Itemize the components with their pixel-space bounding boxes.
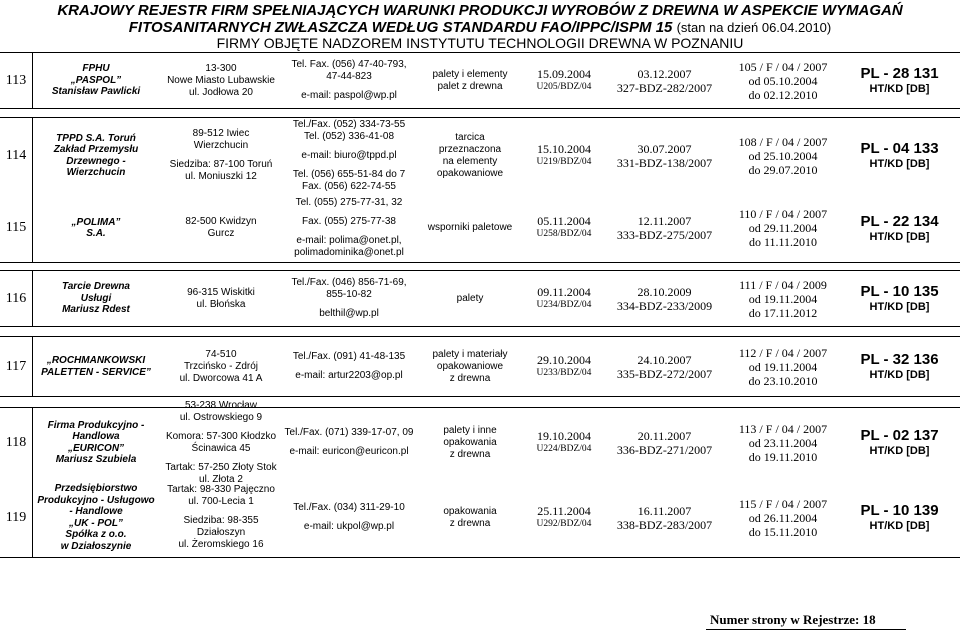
bdz-number-text: 338-BDZ-283/2007 (616, 517, 713, 532)
firm-address-text-line: Ścinawica 45 (191, 442, 251, 454)
firm-contact-text-line (293, 143, 405, 150)
products (414, 478, 526, 557)
firm-address-text-line: Tartak: 57-250 Złoty Stok (165, 461, 277, 473)
products (414, 194, 526, 262)
column-border (32, 407, 33, 557)
firm-contact-text-line: Tel. (056) 655-51-84 do 7 (292, 168, 406, 180)
firm-name-text-line: Tarcie Drewna (62, 281, 130, 293)
products-text-line: palety (456, 292, 484, 304)
row-separator (0, 108, 960, 109)
firm-address-text-line: ul. Dworcowa 41 A (179, 372, 263, 384)
firm-address-text-line: ul. Złota 2 (199, 473, 243, 485)
row-separator (0, 557, 960, 558)
firm-name-text-line: Handlowa (72, 431, 120, 442)
products-text-line: palety i materiały (432, 348, 508, 360)
products (414, 337, 526, 396)
firm-contact-text-line: e-mail: ukpol@wp.pl (303, 521, 395, 532)
bdz-number-text: 334-BDZ-233/2009 (616, 298, 713, 313)
firm-name-text-line: S.A. (86, 228, 106, 239)
firm-address (158, 478, 284, 557)
products (414, 118, 526, 193)
audit-date-text: 19.10.2004 (536, 428, 591, 443)
pl-code-text: PL - 04 133 (860, 140, 939, 157)
firm-address-text-line (165, 455, 276, 462)
products (414, 271, 526, 326)
firm-contact-text (293, 351, 405, 382)
firm-contact (284, 337, 414, 396)
treatment-code: HT/KD [DB] (869, 83, 930, 95)
firm-contact-text (293, 502, 405, 533)
products-text (443, 506, 496, 530)
firm-contact-text-line: e-mail: polima@onet.pl, (296, 235, 402, 246)
audit-code-text: U219/BDZ/04 (536, 156, 592, 167)
row-number (0, 337, 32, 396)
audit-code-text: U292/BDZ/04 (536, 518, 592, 529)
certificate-number: 113 / F / 04 / 2007 (738, 421, 828, 436)
row-number-text: 118 (5, 434, 27, 450)
audit-date-text: 09.11.2004 (537, 284, 591, 299)
valid-to: do 11.11.2010 (748, 235, 818, 249)
firm-contact (284, 53, 414, 108)
firm-contact-text-line: Fax. (055) 275-77-38 (302, 216, 396, 227)
firm-name-text-line: Przedsiębiorstwo (54, 483, 138, 494)
footer-label: Numer strony w Rejestrze: (710, 612, 860, 627)
firm-contact-text-line: Fax. (056) 622-74-55 (302, 180, 396, 192)
bdz-date-text: 28.10.2009 (637, 284, 692, 299)
products-text (443, 425, 496, 461)
row-number-text: 113 (5, 72, 27, 88)
firm-contact-text (293, 119, 405, 193)
products-text (437, 132, 503, 180)
firm-address-text-line (167, 508, 275, 515)
firm-name-text (54, 133, 138, 179)
pl-code-text: PL - 10 139 (860, 502, 939, 519)
firm-name (34, 408, 158, 477)
valid-to: do 19.11.2010 (748, 449, 818, 464)
firm-address (158, 194, 284, 262)
firm-name-text (37, 483, 154, 552)
firm-name-text-line: Wierzchucin (66, 167, 126, 178)
products-text-line: wsporniki paletowe (427, 222, 513, 233)
valid-from: od 29.11.2004 (748, 221, 818, 235)
firm-name (34, 194, 158, 262)
products-text (432, 69, 507, 93)
bdz-decision (602, 271, 727, 326)
audit-date-text: 15.09.2004 (536, 66, 591, 81)
firm-name-text-line: „EURICON” (67, 442, 125, 454)
firm-contact-text-line: Tel. (052) 336-41-08 (303, 130, 395, 142)
bdz-number-text: 333-BDZ-275/2007 (616, 228, 713, 242)
pl-code-text: PL - 32 136 (860, 351, 939, 368)
column-border (32, 270, 33, 326)
firm-address-text-line: 53-238 Wrocław (184, 399, 258, 411)
bdz-number-text: 336-BDZ-271/2007 (616, 442, 713, 457)
bdz-decision (602, 194, 727, 262)
title-line-2-text: FITOSANITARNYCH ZWŁASZCZA WEDŁUG STANDARDU FAO/IPPC/ISPM 15 (128, 19, 673, 36)
title-line-2 (0, 19, 960, 36)
valid-from: od 26.11.2004 (748, 510, 818, 525)
firm-contact-text-line (293, 162, 405, 169)
firm-contact-text-line: Tel. (055) 275-77-31, 32 (295, 197, 403, 208)
valid-from: od 05.10.2004 (748, 73, 818, 88)
firm-name-text (62, 281, 130, 316)
pl-code (839, 478, 960, 557)
firm-name (34, 53, 158, 108)
firm-contact-text (285, 427, 414, 458)
row-separator (0, 326, 960, 327)
pl-code (839, 194, 960, 262)
firm-name-text-line: Stanisław Pawlicki (51, 86, 141, 98)
products-text-line: palety i inne (443, 424, 497, 436)
firm-address-text-line: Gurcz (207, 228, 235, 239)
firm-name-text-line: Zakład Przemysłu (53, 144, 139, 155)
certificate-number: 115 / F / 04 / 2007 (738, 496, 828, 511)
firm-name (34, 478, 158, 557)
certificate (727, 53, 839, 108)
firm-name-text-line: Mariusz Szubiela (55, 454, 137, 465)
firm-name-text-line: PALETTEN - SERVICE” (41, 366, 151, 378)
firm-contact-text-line (285, 439, 414, 446)
page-footer (710, 612, 876, 628)
firm-address-text (165, 400, 276, 486)
firm-address-text-line: ul. 700-Lecia 1 (188, 496, 254, 507)
pl-code-text: PL - 02 137 (860, 427, 939, 444)
footer-page-number: 18 (862, 612, 876, 627)
products-text (432, 349, 507, 385)
products-text-line: opakowaniowe (436, 360, 504, 372)
firm-contact-text-line: polimadominika@onet.pl (294, 247, 404, 258)
certificate (727, 408, 839, 477)
firm-address-text (167, 484, 275, 551)
title-line-1: KRAJOWY REJESTR FIRM SPEŁNIAJĄCYCH WARUNKI PRODUKCJI WYROBÓW Z DREWNA W ASPEKCIE WYMAGAŃ (57, 2, 903, 19)
bdz-number-text: 327-BDZ-282/2007 (616, 80, 713, 95)
firm-name-text-line: Spółka z o.o. (65, 529, 127, 540)
firm-address-text-line (165, 424, 276, 431)
products-text-line: przeznaczona (438, 143, 502, 155)
firm-name-text-line: - Handlowe (69, 506, 123, 517)
firm-contact-text-line: Tel./Fax. (046) 856-71-69, (291, 277, 407, 288)
firm-contact-text-line: e-mail: euricon@euricon.pl (289, 446, 409, 457)
column-border (32, 117, 33, 262)
bdz-date-text: 20.11.2007 (637, 428, 692, 443)
firm-name (34, 271, 158, 326)
audit-date-text: 29.10.2004 (536, 352, 591, 367)
bdz-date-text: 24.10.2007 (637, 352, 692, 367)
firm-name-text-line: Produkcyjno - Usługowo (37, 494, 155, 506)
bdz-decision (602, 478, 727, 557)
firm-contact (284, 271, 414, 326)
pl-code-text: PL - 28 131 (860, 65, 939, 82)
firm-name-text (72, 217, 121, 240)
bdz-decision (602, 337, 727, 396)
firm-name-text-line: „PASPOL” (70, 74, 122, 86)
row-number (0, 194, 32, 262)
firm-contact (284, 408, 414, 477)
column-border (32, 52, 33, 108)
pl-code (839, 118, 960, 193)
firm-contact-text-line: e-mail: paspol@wp.pl (301, 90, 397, 101)
treatment-code: HT/KD [DB] (869, 230, 930, 243)
bdz-date-text: 03.12.2007 (637, 66, 692, 81)
audit-code-text: U224/BDZ/04 (536, 443, 592, 454)
valid-from: od 19.11.2004 (748, 359, 818, 374)
audit-date (526, 194, 602, 262)
pl-code (839, 271, 960, 326)
certificate (727, 118, 839, 193)
products-text-line: tarcica (455, 131, 485, 143)
firm-name-text-line: w Działoszynie (60, 540, 132, 552)
bdz-decision (602, 118, 727, 193)
firm-contact-text (291, 277, 406, 320)
treatment-code: HT/KD [DB] (869, 158, 930, 170)
firm-name-text (52, 63, 140, 98)
treatment-code: HT/KD [DB] (869, 301, 930, 313)
firm-contact (284, 478, 414, 557)
certificate (727, 194, 839, 262)
pl-code-text: PL - 10 135 (860, 283, 939, 300)
firm-address-text-line: ul. Ostrowskiego 9 (179, 411, 263, 423)
firm-contact-text-line (293, 514, 405, 521)
firm-name (34, 337, 158, 396)
firm-name-text (48, 420, 145, 466)
firm-contact-text (291, 59, 406, 102)
audit-date (526, 271, 602, 326)
row-number-text: 117 (5, 358, 27, 374)
row-separator (0, 396, 960, 397)
valid-from: od 23.11.2004 (748, 435, 818, 450)
products (414, 408, 526, 477)
audit-date (526, 118, 602, 193)
firm-address-text-line: ul. Błońska (196, 298, 246, 310)
bdz-date-text: 12.11.2007 (637, 214, 692, 228)
firm-address (158, 53, 284, 108)
firm-contact-text-line: e-mail: artur2203@op.pl (295, 370, 403, 381)
firm-address (158, 399, 284, 485)
bdz-number-text: 335-BDZ-272/2007 (616, 366, 713, 381)
row-number (0, 53, 32, 108)
firm-contact-text-line: e-mail: biuro@tppd.pl (301, 149, 397, 161)
firm-address-text-line: Nowe Miasto Lubawskie (167, 74, 275, 86)
pl-code (839, 337, 960, 396)
products-text-line: palety i elementy (432, 68, 508, 80)
valid-to: do 17.11.2012 (748, 305, 818, 320)
valid-to: do 02.12.2010 (748, 87, 818, 102)
valid-from: od 25.10.2004 (748, 148, 818, 163)
firm-address-text (185, 216, 256, 240)
row-number-text: 115 (5, 220, 27, 235)
firm-address-text-line: Wierzchucin (193, 140, 249, 151)
treatment-code: HT/KD [DB] (869, 520, 930, 532)
audit-date-text: 15.10.2004 (536, 141, 591, 156)
audit-date (526, 478, 602, 557)
firm-name-text-line: Usługi (80, 292, 112, 304)
row-number (0, 478, 32, 557)
certificate-number: 112 / F / 04 / 2007 (738, 345, 828, 360)
column-border (32, 336, 33, 396)
title-line-3: FIRMY OBJĘTE NADZOREM INSTYTUTU TECHNOLOGII DREWNA W POZNANIU (216, 35, 744, 51)
firm-address-text-line: Siedziba: 98-355 (183, 515, 259, 526)
firm-contact-text-line: Tel./Fax. (034) 311-29-10 (293, 502, 405, 513)
firm-contact-text (294, 197, 404, 259)
certificate-number: 105 / F / 04 / 2007 (738, 59, 828, 74)
bdz-date-text: 30.07.2007 (637, 141, 692, 156)
firm-contact-text-line (291, 83, 406, 90)
audit-code-text: U233/BDZ/04 (536, 367, 592, 378)
firm-contact-text-line (294, 228, 404, 235)
firm-name-text-line: „POLIMA” (71, 216, 121, 228)
firm-name-text-line: Mariusz Rdest (62, 304, 130, 316)
certificate (727, 478, 839, 557)
firm-address-text-line: Działoszyn (196, 527, 246, 538)
status-date: (stan na dzień 06.04.2010) (676, 20, 832, 35)
firm-address-text-line: 89-512 Iwiec (192, 128, 250, 139)
firm-contact (284, 118, 414, 193)
audit-code-text: U258/BDZ/04 (536, 229, 592, 239)
products-text-line: opakowaniowe (436, 167, 504, 179)
treatment-code: HT/KD [DB] (869, 445, 930, 457)
row-number (0, 408, 32, 477)
certificate-number: 110 / F / 04 / 2007 (738, 207, 828, 221)
bdz-decision (602, 53, 727, 108)
valid-to: do 29.07.2010 (748, 162, 818, 177)
products-text (428, 222, 513, 234)
pl-code (839, 53, 960, 108)
audit-code-text: U234/BDZ/04 (536, 299, 592, 310)
firm-address-text-line: 82-500 Kwidzyn (185, 216, 257, 227)
firm-name-text-line: TPPD S.A. Toruń (56, 132, 136, 144)
products-text-line: opakowania (443, 505, 497, 517)
pl-code-text: PL - 22 134 (860, 212, 939, 230)
firm-contact-text-line (294, 209, 404, 216)
products-text-line: z drewna (449, 372, 491, 384)
firm-name-text-line: „ROCHMANKOWSKI (46, 355, 146, 366)
bdz-decision (602, 408, 727, 477)
firm-address (158, 271, 284, 326)
row-number-text: 114 (5, 147, 27, 163)
firm-name-text (41, 355, 151, 378)
firm-address-text-line (170, 152, 273, 159)
firm-address-text (170, 128, 273, 183)
firm-address-text (180, 349, 263, 385)
products-text (457, 293, 484, 305)
firm-address-text-line: Tartak: 98-330 Pajęczno (167, 484, 275, 495)
firm-address-text-line: ul. Moniuszki 12 (185, 171, 257, 182)
row-number-text: 119 (5, 509, 27, 525)
products-text-line: na elementy (442, 155, 498, 167)
audit-date-text: 05.11.2004 (537, 214, 591, 228)
audit-date (526, 408, 602, 477)
certificate-number: 111 / F / 04 / 2009 (739, 277, 827, 292)
pl-code (839, 408, 960, 477)
products (414, 53, 526, 108)
firm-contact-text-line: Tel./Fax. (071) 339-17-07, 09 (284, 427, 414, 438)
audit-date (526, 53, 602, 108)
audit-date-text: 25.11.2004 (537, 503, 591, 518)
bdz-number-text: 331-BDZ-138/2007 (616, 155, 713, 170)
firm-contact-text-line: Tel./Fax. (052) 334-73-55 (292, 118, 406, 130)
products-text-line: palet z drewna (437, 80, 503, 92)
firm-contact-text-line: 47-44-823 (326, 71, 372, 82)
firm-name-text-line: „UK - POL” (69, 517, 123, 529)
firm-contact-text-line: Tel./Fax. (091) 41-48-135 (292, 351, 406, 362)
firm-address-text-line: Komora: 57-300 Kłodzko (165, 430, 277, 442)
firm-address-text-line: Siedziba: 87-100 Toruń (169, 159, 273, 170)
firm-contact-text-line: 855-10-82 (326, 289, 372, 300)
firm-address-text-line: 96-315 Wiskitki (187, 286, 255, 298)
certificate (727, 337, 839, 396)
valid-to: do 23.10.2010 (748, 373, 818, 388)
products-text-line: opakowania (443, 436, 497, 448)
row-number (0, 271, 32, 326)
row-number-text: 116 (5, 290, 27, 306)
firm-name-text-line: FPHU (82, 63, 110, 75)
firm-address-text-line: 74-510 (205, 348, 237, 360)
firm-address (158, 118, 284, 193)
products-text-line: z drewna (449, 517, 491, 529)
audit-date (526, 337, 602, 396)
firm-address-text-line: 13-300 (205, 62, 237, 74)
bdz-date-text: 16.11.2007 (637, 503, 692, 518)
certificate-number: 108 / F / 04 / 2007 (738, 134, 828, 149)
certificate (727, 271, 839, 326)
row-number (0, 118, 32, 193)
firm-address-text (187, 287, 255, 311)
valid-to: do 15.11.2010 (748, 524, 818, 539)
firm-contact (284, 194, 414, 262)
firm-address-text-line: ul. Żeromskiego 16 (178, 539, 264, 550)
firm-name (34, 118, 158, 193)
row-separator (0, 262, 960, 263)
firm-address-text-line: ul. Jodłowa 20 (189, 86, 253, 98)
firm-contact-text-line: belthil@wp.pl (319, 308, 379, 319)
firm-contact-text-line (291, 301, 406, 308)
valid-from: od 19.11.2004 (748, 291, 818, 306)
products-text-line: z drewna (449, 448, 491, 460)
firm-address (158, 337, 284, 396)
treatment-code: HT/KD [DB] (869, 369, 930, 381)
audit-code-text: U205/BDZ/04 (536, 81, 592, 92)
firm-contact-text-line: Tel. Fax. (056) 47-40-793, (291, 59, 407, 70)
firm-address-text-line: Trzcińsko - Zdrój (183, 360, 259, 372)
firm-name-text-line: Firma Produkcyjno - (47, 419, 145, 431)
firm-contact-text-line (293, 363, 405, 370)
firm-name-text-line: Drzewnego - (66, 155, 126, 167)
firm-address-text (167, 63, 275, 99)
